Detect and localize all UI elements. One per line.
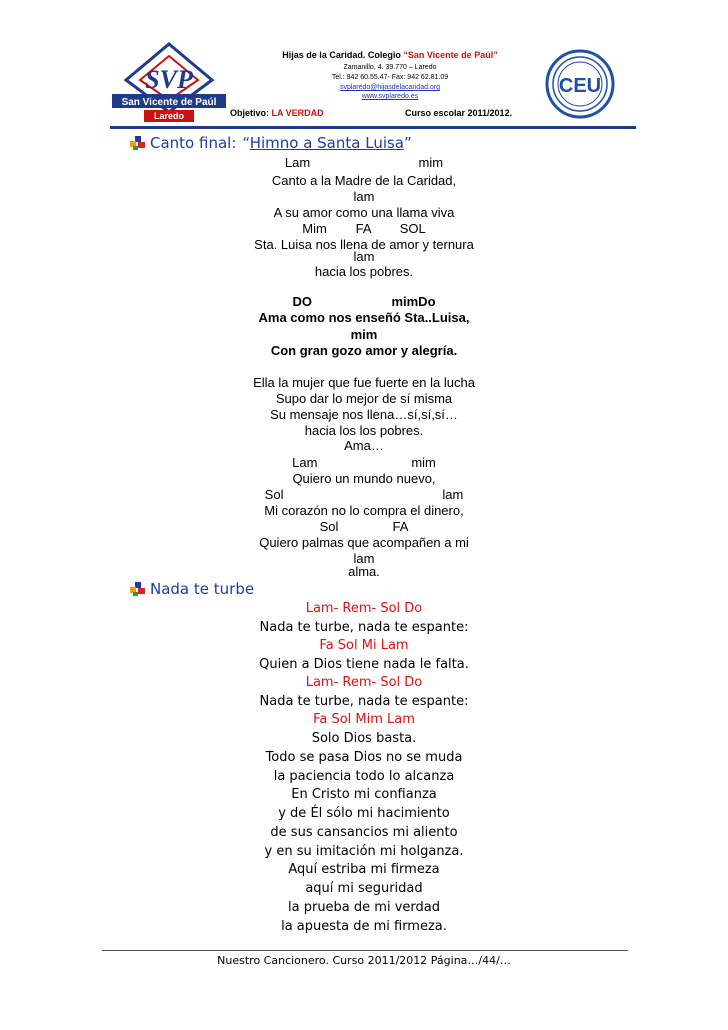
song2-chord-line: Fa Sol Mi Lam [319, 638, 409, 653]
song2-line: aquí mi seguridad [305, 881, 423, 896]
logo-initials: SVP [145, 65, 193, 94]
song2-line: Quien a Dios tiene nada le falta. [259, 657, 469, 672]
website-link[interactable]: www.svplaredo.es [361, 93, 419, 100]
page-footer: Nuestro Cancionero. Curso 2011/2012 Página…/44/… [217, 954, 511, 967]
song1-chorus-line: mim [350, 327, 378, 342]
song1-line: alma. [348, 564, 380, 579]
header-divider [110, 126, 636, 129]
song2-line: y de Él sólo mi hacimiento [278, 806, 450, 821]
song2-line: Todo se pasa Dios no se muda [265, 750, 463, 765]
song1-heading [130, 134, 412, 152]
song1-line: Quiero un mundo nuevo, [292, 471, 436, 486]
song2-line: la paciencia todo lo alcanza [273, 769, 455, 784]
song1-line: Mim FA SOL [302, 221, 426, 236]
logo-place: Laredo [153, 111, 185, 121]
address: Zamanillo, 4. 39.770 – Laredo [343, 64, 437, 71]
school-year: Curso escolar 2011/2012. [405, 108, 513, 118]
school-logo [108, 42, 230, 126]
song2-line: Nada te turbe, nada te espante: [259, 620, 469, 635]
song1-line: Ama… [344, 438, 384, 453]
song1-line: hacia los pobres. [314, 264, 414, 279]
song2-line: y en su imitación mi holganza. [264, 844, 464, 859]
song1-line: Sol FA [319, 519, 409, 534]
song1-line: lam [353, 551, 375, 566]
song2-line: Nada te turbe, nada te espante: [259, 694, 469, 709]
song1-chorus-line: Ama como nos enseñó Sta..Luisa, [258, 310, 470, 325]
song1-chorus-line: DO mimDo [292, 294, 436, 309]
song2-line: la prueba de mi verdad [288, 900, 440, 915]
song1-title: “Himno a Santa Luisa” [242, 134, 412, 152]
song2-chord-line: Fa Sol Mim Lam [313, 712, 415, 727]
song1-line: Sta. Luisa nos llena de amor y ternura [254, 237, 474, 252]
song1-line: Su mensaje nos llena…sí,sí,sí… [270, 407, 458, 422]
song1-line: Canto a la Madre de la Caridad, [271, 173, 457, 188]
song1-line: lam [353, 189, 375, 204]
song1-line: Lam mim [292, 455, 436, 470]
song2-chord-line: Lam- Rem- Sol Do [305, 601, 423, 616]
song1-line: lam [353, 249, 375, 264]
song1-line: Quiero palmas que acompañen a mi [259, 535, 469, 550]
song1-label: Canto final: [150, 134, 237, 152]
song2-title: Nada te turbe [150, 580, 255, 598]
song1-line: Sol lam [264, 487, 464, 502]
institution-line: Hijas de la Caridad. Colegio “San Vicente de Paúl” [282, 50, 498, 60]
song1-line: hacia los los pobres. [304, 423, 424, 438]
logo-school-name: San Vicente de Paúl [121, 97, 217, 108]
song2-line: Aquí estriba mi firmeza [288, 862, 440, 877]
email-link[interactable]: svplaredo@hijasdelacaridad.org [339, 84, 441, 91]
song1-line: Supo dar lo mejor de sí misma [275, 391, 453, 406]
ceu-logo [535, 48, 625, 120]
song1-line: Lam mim [284, 155, 444, 170]
song1-chorus-line: Con gran gozo amor y alegría. [270, 343, 458, 358]
song1-line: Ella la mujer que fue fuerte en la lucha [253, 375, 475, 390]
song1-line: A su amor como una llama viva [273, 205, 455, 220]
song2-heading [130, 580, 254, 598]
song1-line: Mi corazón no lo compra el dinero, [264, 503, 464, 518]
phones: Tel.: 942 60.55.47- Fax: 942 62.81.09 [331, 74, 449, 81]
bullet-icon [130, 136, 146, 150]
ceu-logo-text: CEU [558, 75, 602, 97]
song2-line: Solo Dios basta. [311, 731, 417, 746]
song2-line: de sus cansancios mi aliento [270, 825, 458, 840]
song2-chord-line: Lam- Rem- Sol Do [305, 675, 423, 690]
bullet-icon [130, 582, 146, 596]
objective: Objetivo: LA VERDAD [230, 108, 324, 118]
song2-line: la apuesta de mi firmeza. [281, 919, 447, 934]
song2-line: En Cristo mi confianza [291, 787, 437, 802]
footer-divider [102, 950, 628, 951]
